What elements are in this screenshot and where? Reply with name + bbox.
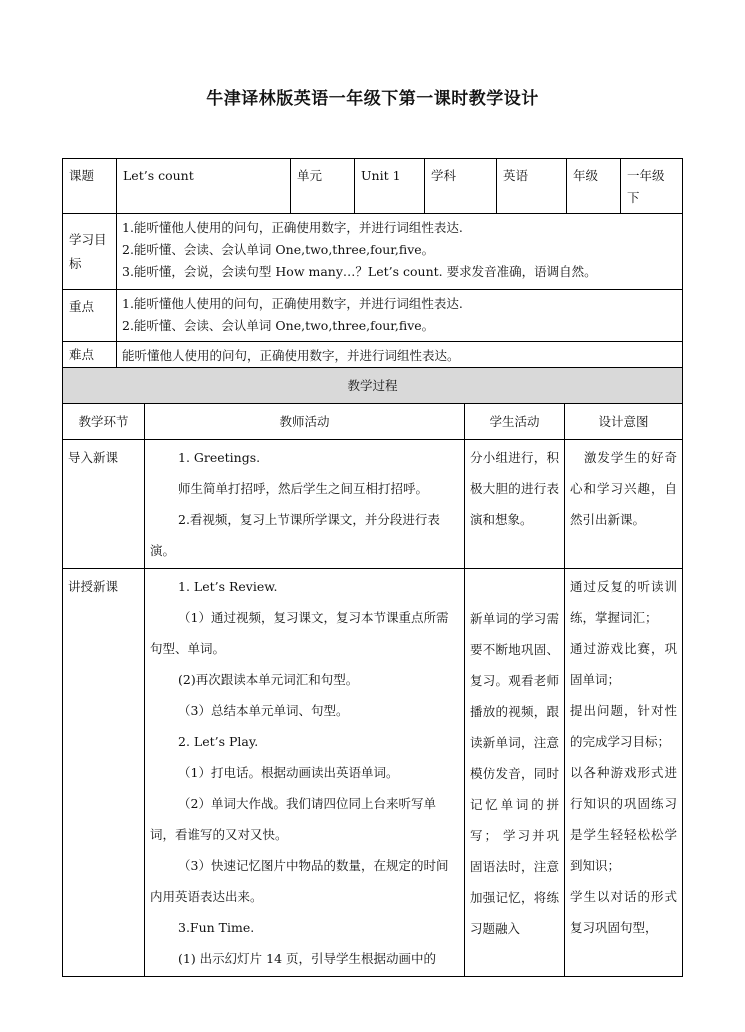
stage-cell: 导入新课 (63, 440, 145, 569)
student-activity-cell: 新单词的学习需要不断地巩固、复习。观看老师播放的视频，跟读新单词，注意模仿发音，同时记忆单词的拼写； 学习并巩固语法时，注意加强记忆，将练习题融入 (465, 569, 565, 977)
unit-label: 单元 (291, 159, 355, 214)
intent-item: 提出问题，针对性的完成学习目标； (570, 703, 678, 749)
subject-value: 英语 (497, 159, 567, 214)
unit-value: Unit 1 (355, 159, 425, 214)
goal-item: 3.能听懂，会说，会读句型 How many…？Let’s count. 要求发音准确，语调自然。 (122, 264, 597, 279)
topic-label: 课题 (63, 159, 117, 214)
teacher-step: (2)再次跟读本单元词汇和句型。 (178, 672, 359, 687)
teacher-activity-cell (145, 569, 465, 977)
intent-item: 通过反复的听读训练，掌握词汇； (570, 579, 678, 625)
intent-item: 以各种游戏形式进行知识的巩固练习是学生轻轻松松学到知识； (570, 765, 678, 873)
subject-label: 学科 (425, 159, 497, 214)
grade-value: 一年级下 (621, 159, 683, 214)
teacher-step: 3.Fun Time. (178, 920, 255, 935)
goals-label: 学习目标 (63, 214, 117, 290)
key-point-item: 1.能听懂他人使用的问句，正确使用数字，并进行词组性表达. (122, 296, 463, 311)
design-intent-cell: 激发学生的好奇心和学习兴趣，自然引出新课。 (565, 440, 683, 569)
document-title: 牛津译林版英语一年级下第一课时教学设计 (206, 89, 539, 109)
teacher-step: (1) 出示幻灯片 14 页，引导学生根据动画中的 (178, 951, 437, 966)
key-point-item: 2.能听懂、会读、会认单词 One,two,three,four,five。 (122, 318, 435, 333)
design-intent-cell (565, 569, 683, 977)
table-row (63, 440, 683, 569)
column-header: 设计意图 (565, 404, 683, 440)
teacher-step: （1）打电话。根据动画读出英语单词。 (178, 765, 399, 780)
teacher-step: （1）通过视频，复习课文，复习本节课重点所需句型、单词。 (150, 610, 449, 656)
lesson-info-table (62, 158, 683, 371)
teacher-step: （2）单词大作战。我们请四位同上台来听写单词，看谁写的又对又快。 (150, 796, 436, 842)
table-row (63, 569, 683, 977)
teacher-activity-cell (145, 440, 465, 569)
teacher-step: 师生简单打招呼，然后学生之间互相打招呼。 (178, 481, 429, 496)
process-heading: 教学过程 (63, 368, 683, 404)
student-activity-cell: 分小组进行，积极大胆的进行表演和想象。 (465, 440, 565, 569)
teaching-process-table (62, 367, 683, 977)
stage-cell: 讲授新课 (63, 569, 145, 977)
goal-item: 1.能听懂他人使用的问句，正确使用数字，并进行词组性表达. (122, 220, 463, 235)
key-points-label: 重点 (63, 290, 117, 342)
teacher-step: （3）总结本单元单词、句型。 (178, 703, 349, 718)
teacher-step: 2. Let’s Play. (178, 734, 259, 749)
goals-list (117, 214, 683, 290)
intent-item: 学生以对话的形式复习巩固句型， (570, 889, 678, 935)
key-points-list (117, 290, 683, 342)
column-header: 教师活动 (145, 404, 465, 440)
difficulty-value: 能听懂他人使用的问句，正确使用数字，并进行词组性表达。 (117, 342, 683, 371)
teacher-step: （3）快速记忆图片中物品的数量，在规定的时间内用英语表达出来。 (150, 858, 449, 904)
topic-value: Let’s count (117, 159, 291, 214)
intent-item: 通过游戏比赛，巩固单词； (570, 641, 678, 687)
teacher-step: 1. Greetings. (178, 450, 261, 465)
teacher-step: 2.看视频，复习上节课所学课文，并分段进行表演。 (150, 512, 440, 558)
column-header: 学生活动 (465, 404, 565, 440)
goal-item: 2.能听懂、会读、会认单词 One,two,three,four,five。 (122, 242, 435, 257)
difficulty-label: 难点 (63, 342, 117, 371)
column-header: 教学环节 (63, 404, 145, 440)
teacher-step: 1. Let’s Review. (178, 579, 278, 594)
grade-label: 年级 (567, 159, 621, 214)
